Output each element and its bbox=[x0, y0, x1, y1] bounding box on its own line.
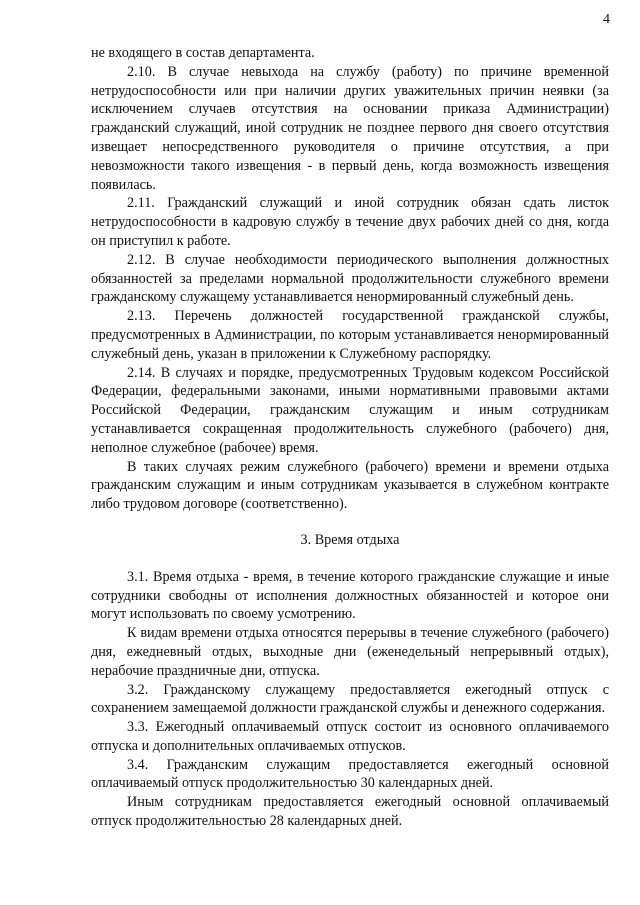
page-number: 4 bbox=[603, 12, 610, 27]
paragraph: не входящего в состав департамента. bbox=[91, 45, 315, 61]
paragraph: 2.11. Гражданский служащий и иной сотрудник обязан сдать листок нетрудоспособности в кадровую службу в течение двух рабочих дней со дня, когда он приступил к работе. bbox=[91, 195, 609, 249]
paragraph: 2.10. В случае невыхода на службу (работу) по причине временной нетрудоспособности или при наличии других уважительных причин неявки (за исключением случаев отсутствия на основании приказа Администрации) гражданский служащий, иной сотрудник не позднее первого дня своего отсутствия извещает непосредственного руководителя о причине отсутствия, а при невозможности такого извещения - в первый день, когда возможность извещения появилась. bbox=[91, 63, 609, 193]
paragraph: 3.3. Ежегодный оплачиваемый отпуск состоит из основного оплачиваемого отпуска и дополнительных оплачиваемых отпусков. bbox=[91, 719, 609, 754]
section-heading: 3. Время отдыха bbox=[300, 531, 400, 548]
paragraph: 3.4. Гражданским служащим предоставляется ежегодный основной оплачиваемый отпуск продолжительностью 30 календарных дней. bbox=[91, 756, 609, 792]
paragraph: 2.14. В случаях и порядке, предусмотренных Трудовым кодексом Российской Федерации, федеральными законами, иными нормативными правовыми актами Российской Федерации, гражданским служащим и иным сотрудникам устанавливается сокращенная продолжительность служебного (рабочего) дня, неполное служебное (рабочее) время. bbox=[91, 364, 609, 456]
document-body bbox=[91, 44, 609, 831]
paragraph: 3.2. Гражданскому служащему предоставляется ежегодный отпуск с сохранением замещаемой должности гражданской службы и денежного содержания. bbox=[91, 681, 609, 717]
paragraph: К видам времени отдыха относятся перерывы в течение служебного (рабочего) дня, ежедневный отдых, выходные дни (еженедельный непрерывный отдых), нерабочие праздничные дни, отпуска. bbox=[91, 625, 609, 679]
paragraph: 2.13. Перечень должностей государственной гражданской службы, предусмотренных в Администрации, по которым устанавливается ненормированный служебный день, указан в приложении к Служебному распорядку. bbox=[91, 308, 609, 362]
paragraph: 2.12. В случае необходимости периодического выполнения должностных обязанностей за пределами нормальной продолжительности служебного времени гражданскому служащему устанавливается ненормированный служебный день. bbox=[91, 251, 609, 306]
paragraph: Иным сотрудникам предоставляется ежегодный основной оплачиваемый отпуск продолжительностью 28 календарных дней. bbox=[91, 794, 609, 830]
paragraph: 3.1. Время отдыха - время, в течение которого гражданские служащие и иные сотрудники свободны от исполнения должностных обязанностей и которое они могут использовать по своему усмотрению. bbox=[91, 568, 609, 623]
paragraph: В таких случаях режим служебного (рабочего) времени и времени отдыха гражданским служащим и иным сотрудникам указывается в служебном контракте либо трудовом договоре (соответственно). bbox=[91, 458, 609, 513]
